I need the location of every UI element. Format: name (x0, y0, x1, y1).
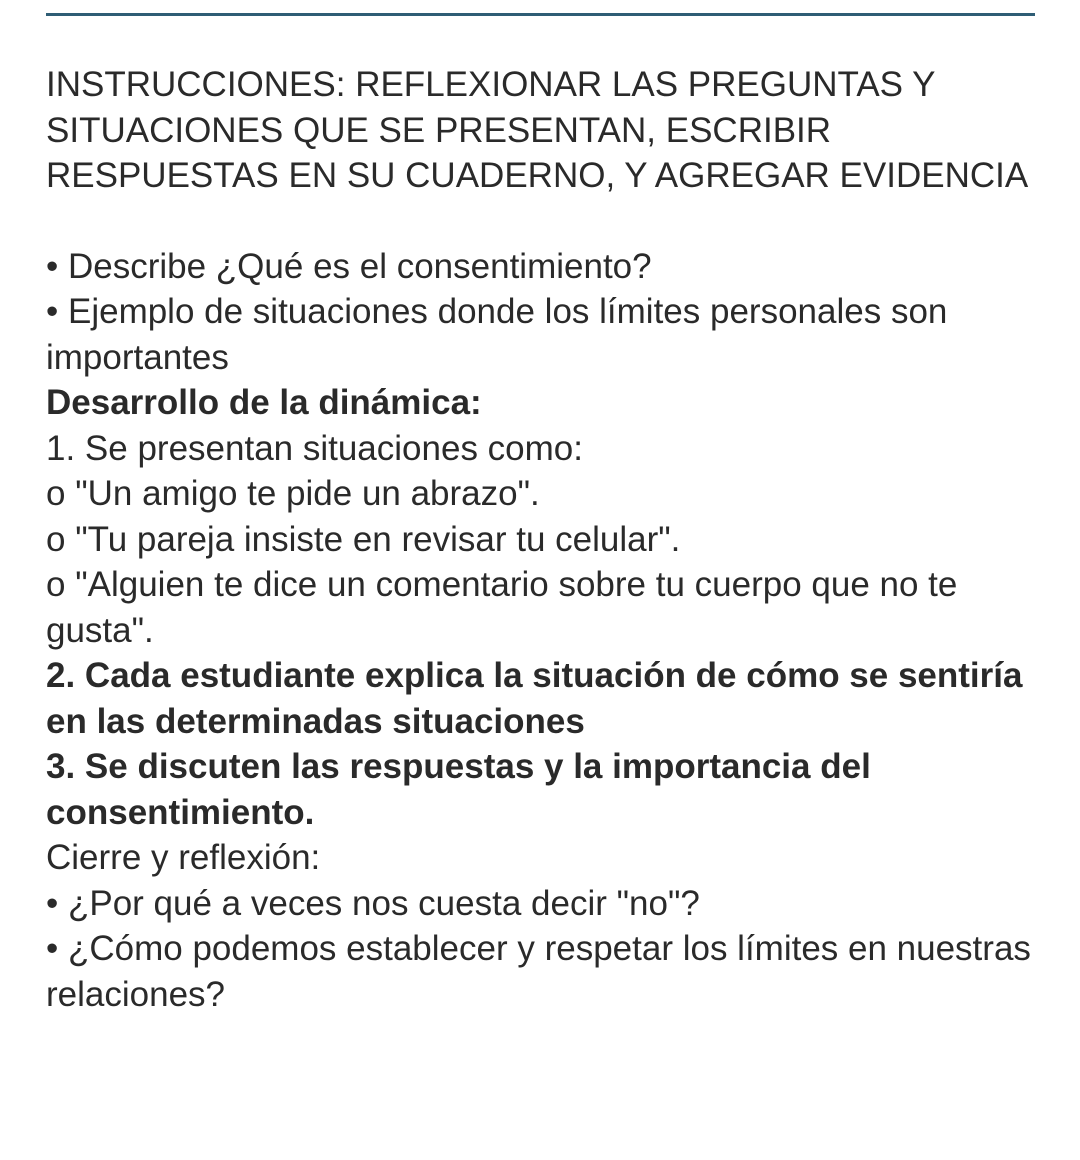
intro-item-limits: • Ejemplo de situaciones donde los límites personales son importantes (46, 292, 958, 377)
situation-phone: o "Tu pareja insiste en revisar tu celular". (46, 519, 681, 559)
step-2: 2. Cada estudiante explica la situación de cómo se sentiría en las determinadas situaciones (46, 656, 1033, 741)
instructions-text: INSTRUCCIONES: REFLEXIONAR LAS PREGUNTAS Y SITUACIONES QUE SE PRESENTAN, ESCRIBIR RESPUESTAS EN SU CUADERNO, Y AGREGAR EVIDENCIA (46, 65, 1029, 195)
dynamics-heading: Desarrollo de la dinámica: (46, 383, 482, 422)
step-3: 3. Se discuten las respuestas y la importancia del consentimiento. (46, 747, 881, 832)
top-divider (46, 13, 1035, 16)
step-1: 1. Se presentan situaciones como: (46, 428, 583, 468)
situation-comment: o "Alguien te dice un comentario sobre tu cuerpo que no te gusta". (46, 565, 968, 650)
closing-item-no: • ¿Por qué a veces nos cuesta decir "no"? (46, 883, 700, 923)
intro-item-consent: • Describe ¿Qué es el consentimiento? (46, 246, 652, 286)
document-body (46, 62, 1041, 1017)
closing-item-limits: • ¿Cómo podemos establecer y respetar los límites en nuestras relaciones? (46, 929, 1041, 1014)
closing-heading: Cierre y reflexión: (46, 838, 321, 877)
situation-hug: o "Un amigo te pide un abrazo". (46, 474, 540, 513)
